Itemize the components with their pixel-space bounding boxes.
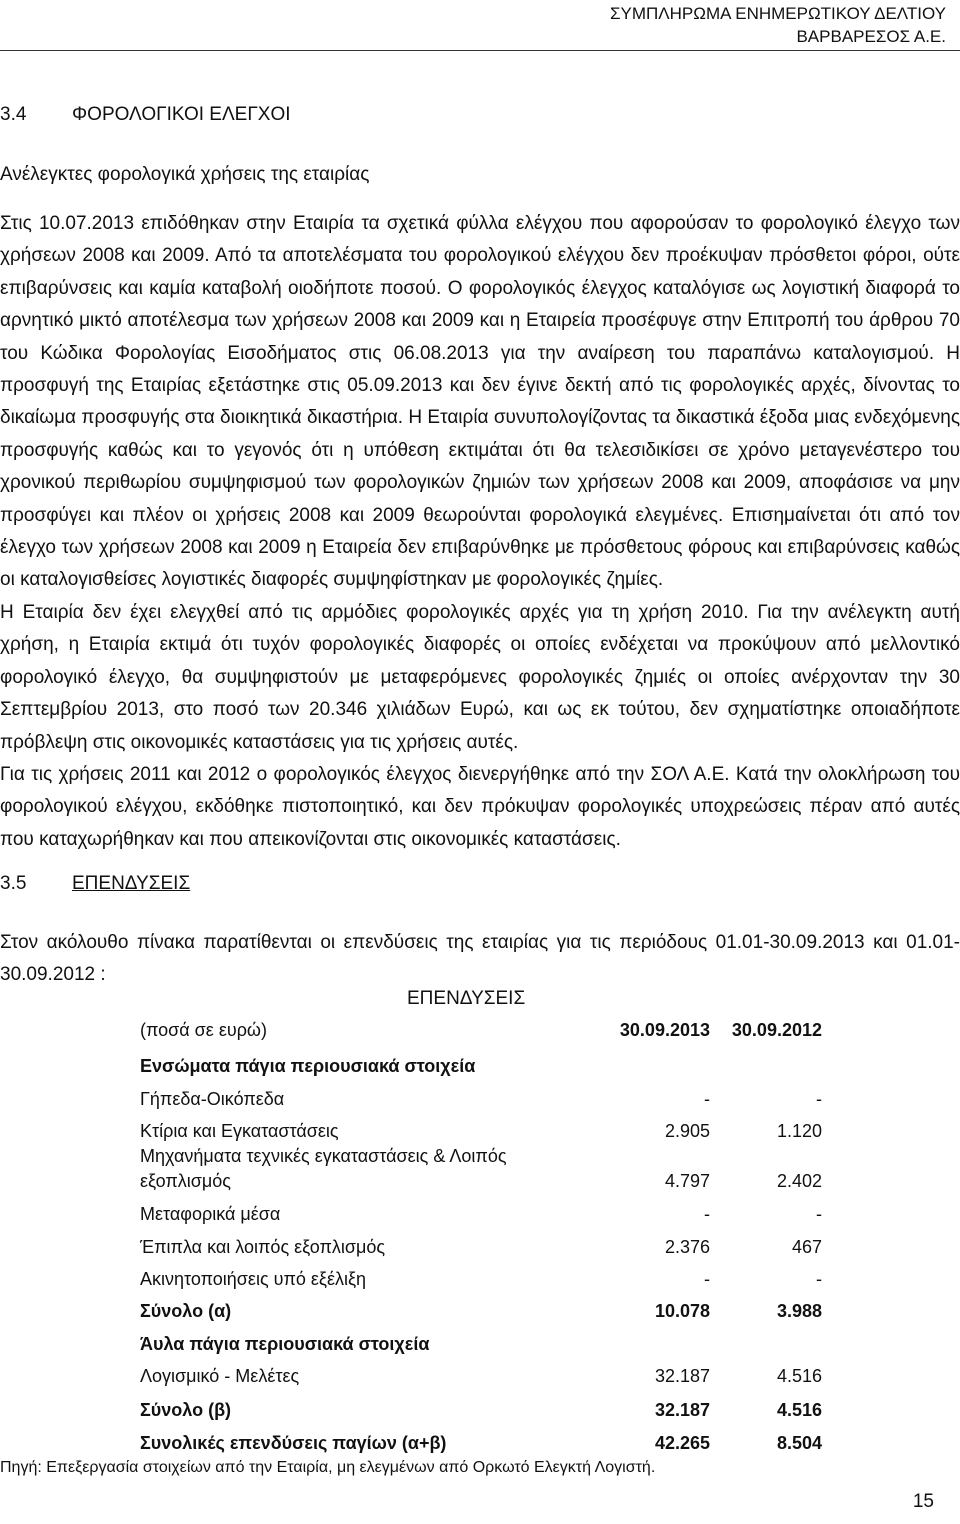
value-2013: - <box>704 1204 710 1224</box>
section-number: 3.5 <box>0 873 27 894</box>
section-3-5-heading <box>0 873 190 895</box>
column-header-2013: 30.09.2013 <box>619 1020 710 1040</box>
row-label: Λογισμικό - Μελέτες <box>140 1366 300 1386</box>
value-2012: 3.988 <box>776 1301 822 1321</box>
value-2012: - <box>816 1089 822 1109</box>
header-company: ΒΑΡΒΑΡΕΣΟΣ Α.Ε. <box>796 27 946 46</box>
value-2013: 32.187 <box>654 1366 710 1386</box>
row-label: Έπιπλα και λοιπός εξοπλισμός <box>140 1237 386 1257</box>
row-label: Σύνολο (β) <box>140 1400 232 1420</box>
value-2013: 42.265 <box>654 1433 710 1453</box>
value-2012: 1.120 <box>776 1121 822 1141</box>
row-label: Άυλα πάγια περιουσιακά στοιχεία <box>140 1334 430 1354</box>
header-divider <box>0 50 960 51</box>
table-title: ΕΠΕΝΔΥΣΕΙΣ <box>407 988 526 1009</box>
section-title: ΦΟΡΟΛΟΓΙΚΟΙ ΕΛΕΓΧΟΙ <box>72 104 291 125</box>
value-2013: 32.187 <box>654 1400 710 1420</box>
value-2012: 467 <box>791 1237 822 1257</box>
column-header-2012: 30.09.2012 <box>731 1020 822 1040</box>
row-label: Κτίρια και Εγκαταστάσεις <box>140 1121 339 1141</box>
table-source-note: Πηγή: Επεξεργασία στοιχείων από την Εταιρία, μη ελεγμένων από Ορκωτό Ελεγκτή Λογιστή. <box>0 1459 656 1476</box>
value-2013: 4.797 <box>664 1171 710 1191</box>
row-label: Ενσώματα πάγια περιουσιακά στοιχεία <box>140 1056 476 1076</box>
row-label: Μεταφορικά μέσα <box>140 1204 281 1224</box>
value-2012: 4.516 <box>776 1400 822 1420</box>
row-label: Συνολικές επενδύσεις παγίων (α+β) <box>140 1433 447 1453</box>
paragraph: Στις 10.07.2013 επιδόθηκαν στην Εταιρία τα σχετικά φύλλα ελέγχου που αφορούσαν το φορολογικό έλεγχο των χρήσεων 2008 και 2009. Από τα αποτελέσματα του φορολογικού ελέγχου δεν προέκυψαν πρόσθετοι φόροι, ούτε επιβαρύνσεις και καμία καταβολή οιοδήποτε ποσού. Ο φορολογικός έλεγχος καταλόγισε ως λογιστική διαφορά το αρνητικό μικτό αποτέλεσμα των χρήσεων 2008 και 2009 και η Εταιρεία προσέφυγε στην Επιτροπή του άρθρου 70 του Κώδικα Φορολογίας Εισοδήματος στις 06.08.2013 για την αναίρεση του παραπάνω καταλογισμού. Η προσφυγή της Εταιρίας εξετάστηκε στις 05.09.2013 και δεν έγινε δεκτή από τις φορολογικές αρχές, δίνοντας το δικαίωμα προσφυγής στα διοικητικά δικαστήρια. Η Εταιρία συνυπολογίζοντας τα δικαστικά έξοδα μιας ενδεχόμενης προσφυγής καθώς και το γεγονός ότι η υπόθεση εκτιμάται ότι θα τελεσιδικίσει σε χρόνο μεταγενέστερο του χρονικού περιθωρίου συμψηφισμού των φορολογικών ζημιών των χρήσεων 2008 και 2009, αποφάσισε να μην προσφύγει και πλέον οι χρήσεις 2008 και 2009 θεωρούνται φορολογικά ελεγμένες. Επισημαίνεται ότι από τον έλεγχο των χρήσεων 2008 και 2009 η Εταιρεία δεν επιβαρύνθηκε με πρόσθετους φόρους και επιβαρύνσεις καθώς οι καταλογισθείσες λογιστικές διαφορές συμψηφίστηκαν με φορολογικές ζημίες. <box>0 213 960 591</box>
value-2013: 2.905 <box>664 1121 710 1141</box>
row-label: Σύνολο (α) <box>140 1301 232 1321</box>
section-subtitle: Ανέλεγκτες φορολογικά χρήσεις της εταιρίας <box>0 164 370 185</box>
value-2013: 2.376 <box>664 1237 710 1257</box>
value-2013: - <box>704 1269 710 1289</box>
page-number: 15 <box>912 1491 934 1512</box>
paragraph: Στον ακόλουθο πίνακα παρατίθενται οι επενδύσεις της εταιρίας για τις περιόδους 01.01-30.09.2013 και 01.01-30.09.2012 : <box>0 932 960 986</box>
units-label: (ποσά σε ευρώ) <box>140 1020 267 1040</box>
value-2012: - <box>816 1269 822 1289</box>
section-number: 3.4 <box>0 104 27 125</box>
value-2012: - <box>816 1204 822 1224</box>
value-2013: 10.078 <box>654 1301 710 1321</box>
row-label: Ακινητοποιήσεις υπό εξέλιξη <box>140 1269 367 1289</box>
row-label: Γήπεδα-Οικόπεδα <box>140 1089 285 1109</box>
value-2012: 2.402 <box>776 1171 822 1191</box>
section-title: ΕΠΕΝΔΥΣΕΙΣ <box>72 873 191 894</box>
value-2012: 8.504 <box>776 1433 822 1453</box>
section-3-4-heading <box>0 104 291 126</box>
header-title: ΣΥΜΠΛΗΡΩΜΑ ΕΝΗΜΕΡΩΤΙΚΟΥ ΔΕΛΤΙΟΥ <box>609 4 946 23</box>
paragraph: Για τις χρήσεις 2011 και 2012 ο φορολογικός έλεγχος διενεργήθηκε από την ΣΟΛ Α.Ε. Κατά την ολοκλήρωση του φορολογικού ελέγχου, εκδόθηκε πιστοποιητικό, και δεν πρόκυψαν φορολογικές υποχρεώσεις πέραν από αυτές που καταχωρήθηκαν και που απεικονίζονται στις οικονομικές καταστάσεις. <box>0 764 960 850</box>
row-label: εξοπλισμός <box>140 1171 231 1191</box>
paragraph: Η Εταιρία δεν έχει ελεγχθεί από τις αρμόδιες φορολογικές αρχές για τη χρήση 2010. Για την ανέλεγκτη αυτή χρήση, η Εταιρία εκτιμά ότι τυχόν φορολογικές διαφορές οι οποίες ενδέχεται να προκύψουν από μελλοντικό φορολογικό έλεγχο, θα συμψηφιστούν με μεταφερόμενες φορολογικές ζημιές οι οποίες ανέρχονταν την 30 Σεπτεμβρίου 2013, στο ποσό των 20.346 χιλιάδων Ευρώ, και ως εκ τούτου, δεν σχηματίστηκε οποιαδήποτε πρόβλεψη στις οικονομικές καταστάσεις για τις χρήσεις αυτές. <box>0 602 960 753</box>
value-2013: - <box>704 1089 710 1109</box>
value-2012: 4.516 <box>776 1366 822 1386</box>
row-label: Μηχανήματα τεχνικές εγκαταστάσεις & Λοιπός <box>140 1146 507 1166</box>
